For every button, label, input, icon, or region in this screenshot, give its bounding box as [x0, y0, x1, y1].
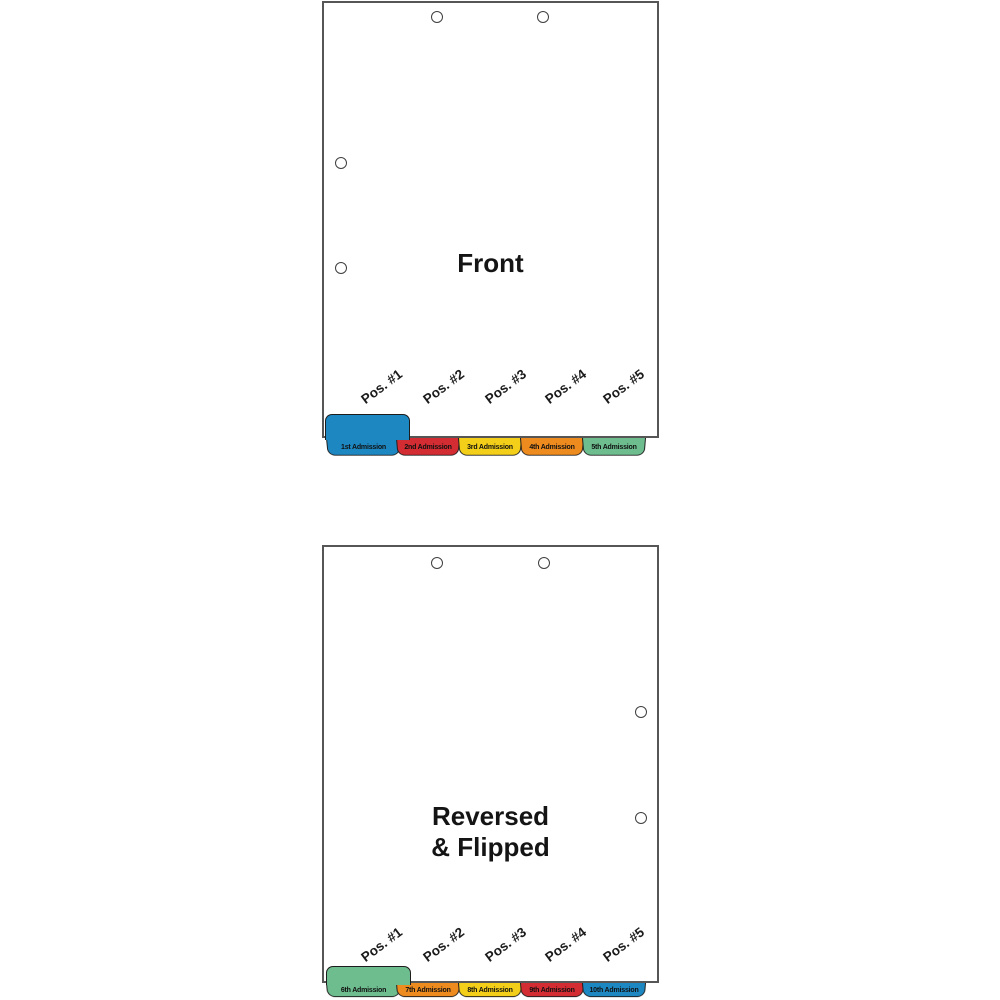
front-tab-4th-admission — [520, 438, 584, 457]
tab-label: 10th Admission — [589, 986, 639, 994]
reversed-divider-page — [322, 545, 659, 983]
front-tab-3rd-admission — [458, 438, 522, 457]
tab-label: 3rd Admission — [467, 443, 513, 451]
reversed-sheet-title — [322, 801, 659, 863]
punch-hole-top-right — [537, 11, 549, 23]
reversed-tab-8th-admission — [458, 983, 522, 998]
reversed-primary-tab-pos1 — [326, 966, 411, 985]
punch-hole-side-upper — [635, 706, 647, 718]
punch-hole-top-left — [431, 557, 443, 569]
position-label-5: Pos. #5 — [600, 924, 648, 965]
tab-label: 5th Admission — [591, 443, 637, 451]
front-sheet-title-line: Front — [457, 248, 524, 278]
tab-label: 4th Admission — [529, 443, 575, 451]
position-label-1: Pos. #1 — [358, 366, 406, 407]
reversed-tab-9th-admission — [520, 983, 584, 998]
position-label-3: Pos. #3 — [482, 924, 530, 965]
position-label-5: Pos. #5 — [600, 366, 648, 407]
punch-hole-top-right — [538, 557, 550, 569]
punch-hole-top-left — [431, 11, 443, 23]
front-sheet-title — [322, 248, 659, 279]
reversed-sheet-title-line-2: & Flipped — [431, 832, 550, 862]
reversed-sheet-title-line-1: Reversed — [431, 801, 550, 831]
position-label-2: Pos. #2 — [420, 924, 468, 965]
punch-hole-side-upper — [335, 157, 347, 169]
position-label-4: Pos. #4 — [542, 924, 590, 965]
reversed-tab-7th-admission — [396, 983, 460, 998]
front-sheet — [322, 1, 659, 458]
tab-label: 7th Admission — [405, 986, 451, 994]
reversed-tab-6th-admission — [326, 983, 401, 998]
front-tab-5th-admission — [582, 438, 646, 457]
reversed-flipped-sheet — [322, 545, 659, 1000]
position-label-4: Pos. #4 — [542, 366, 590, 407]
position-label-1: Pos. #1 — [358, 924, 406, 965]
tab-label: 1st Admission — [341, 443, 386, 451]
front-tab-1st-admission — [326, 438, 401, 457]
front-primary-tab-pos1 — [325, 414, 410, 440]
tab-label: 6th Admission — [340, 986, 387, 994]
reversed-tab-10th-admission — [582, 983, 646, 998]
tab-label: 8th Admission — [467, 986, 513, 994]
position-label-3: Pos. #3 — [482, 366, 530, 407]
tab-label: 2nd Admission — [404, 443, 452, 451]
tab-label: 9th Admission — [529, 986, 575, 994]
front-divider-page — [322, 1, 659, 438]
position-label-2: Pos. #2 — [420, 366, 468, 407]
front-tab-2nd-admission — [396, 438, 460, 457]
